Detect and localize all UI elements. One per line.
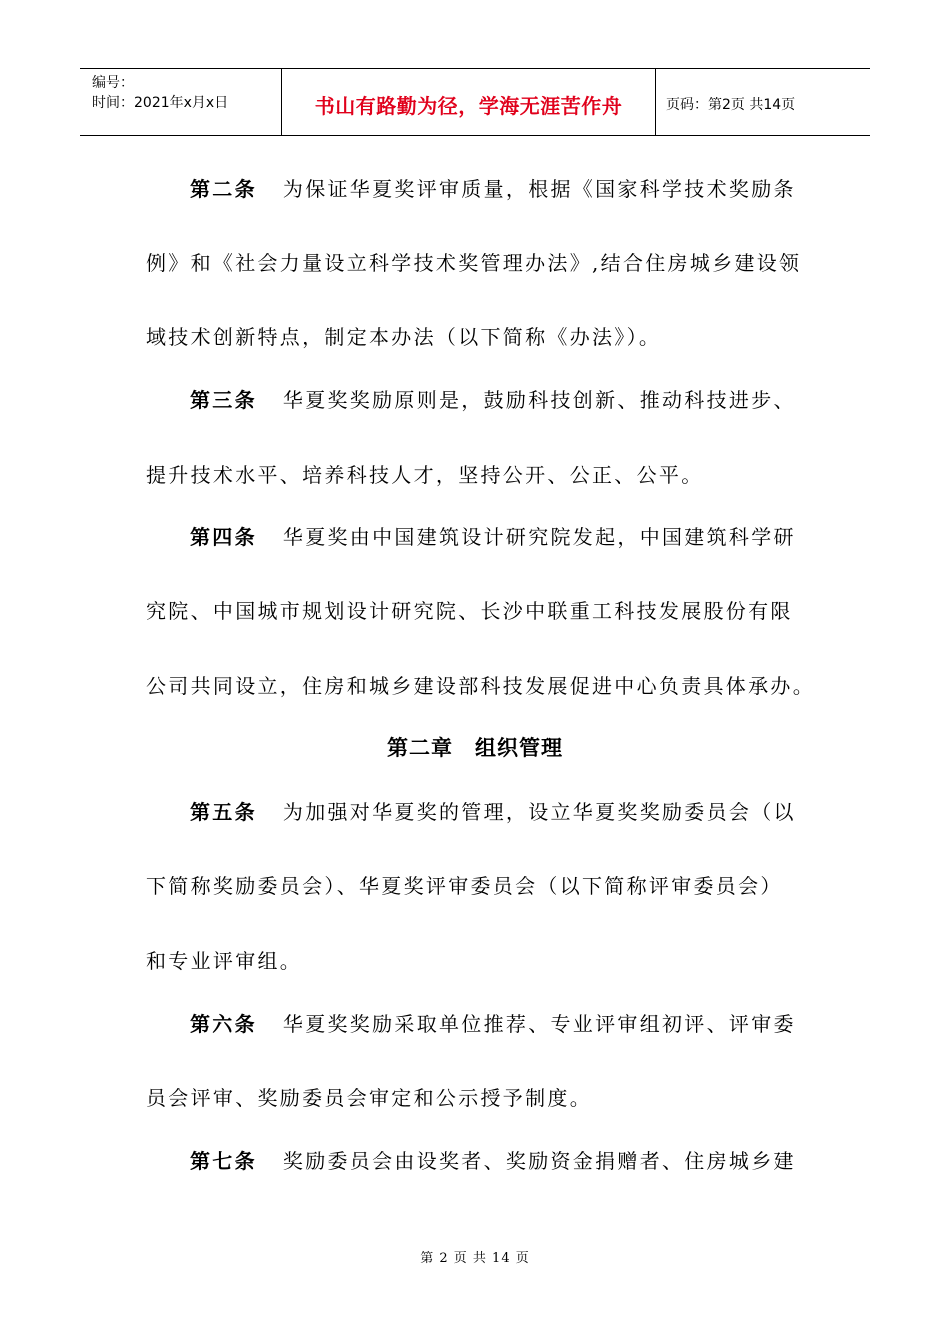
article-4-line-3: 公司共同设立，住房和城乡建设部科技发展促进中心负责具体承办。 [146,674,815,698]
article-4-line-1 [190,521,854,550]
article-3-text: 华夏奖奖励原则是，鼓励科技创新、推动科技进步、 [282,388,796,412]
article-4-text: 华夏奖由中国建筑设计研究院发起，中国建筑科学研 [282,525,796,549]
chapter-number: 第二章 [387,735,453,760]
article-5-line-2: 下简称奖励委员会）、华夏奖评审委员会（以下简称评审委员会） [146,874,783,898]
article-7-text: 奖励委员会由设奖者、奖励资金捐赠者、住房城乡建 [282,1149,796,1173]
article-5-line-3: 和专业评审组。 [146,949,303,973]
article-4-title: 第四条 [190,525,257,549]
article-3-title: 第三条 [190,388,257,412]
article-2-line-1 [190,173,854,202]
article-7-line-1 [190,1145,854,1174]
article-6-line-1 [190,1008,854,1037]
page-header [80,68,870,136]
article-5-title: 第五条 [190,800,257,824]
chapter-heading [0,732,950,762]
article-2-title: 第二条 [190,177,257,201]
article-6-text: 华夏奖奖励采取单位推荐、专业评审组初评、评审委 [282,1012,796,1036]
header-meta [80,69,282,135]
article-2-line-2: 例》和《社会力量设立科学技术奖管理办法》,结合住房城乡建设领 [146,251,802,275]
chapter-title: 组织管理 [475,735,563,760]
article-4-line-2: 究院、中国城市规划设计研究院、长沙中联重工科技发展股份有限 [146,599,793,623]
article-3-line-1 [190,384,854,413]
article-6-title: 第六条 [190,1012,257,1036]
header-page-info: 页码：第2页 共14页 [666,97,796,113]
document-time: 时间：2021年x月x日 [92,95,229,111]
article-3-line-2: 提升技术水平、培养科技人才，坚持公开、公正、公平。 [146,463,704,487]
article-7-title: 第七条 [190,1149,257,1173]
article-2-line-3: 域技术创新特点，制定本办法（以下简称《办法》）。 [146,325,662,349]
article-5-text: 为加强对华夏奖的管理，设立华夏奖奖励委员会（以 [282,800,796,824]
article-5-line-1 [190,796,854,825]
article-2-text: 为保证华夏奖评审质量，根据《国家科学技术奖励条 [282,177,796,201]
page-footer: 第 2 页 共 14 页 [420,1251,530,1266]
document-number-label: 编号： [92,75,134,91]
article-6-line-2: 员会评审、奖励委员会审定和公示授予制度。 [146,1086,592,1110]
header-motto: 书山有路勤为径，学海无涯苦作舟 [282,69,656,135]
